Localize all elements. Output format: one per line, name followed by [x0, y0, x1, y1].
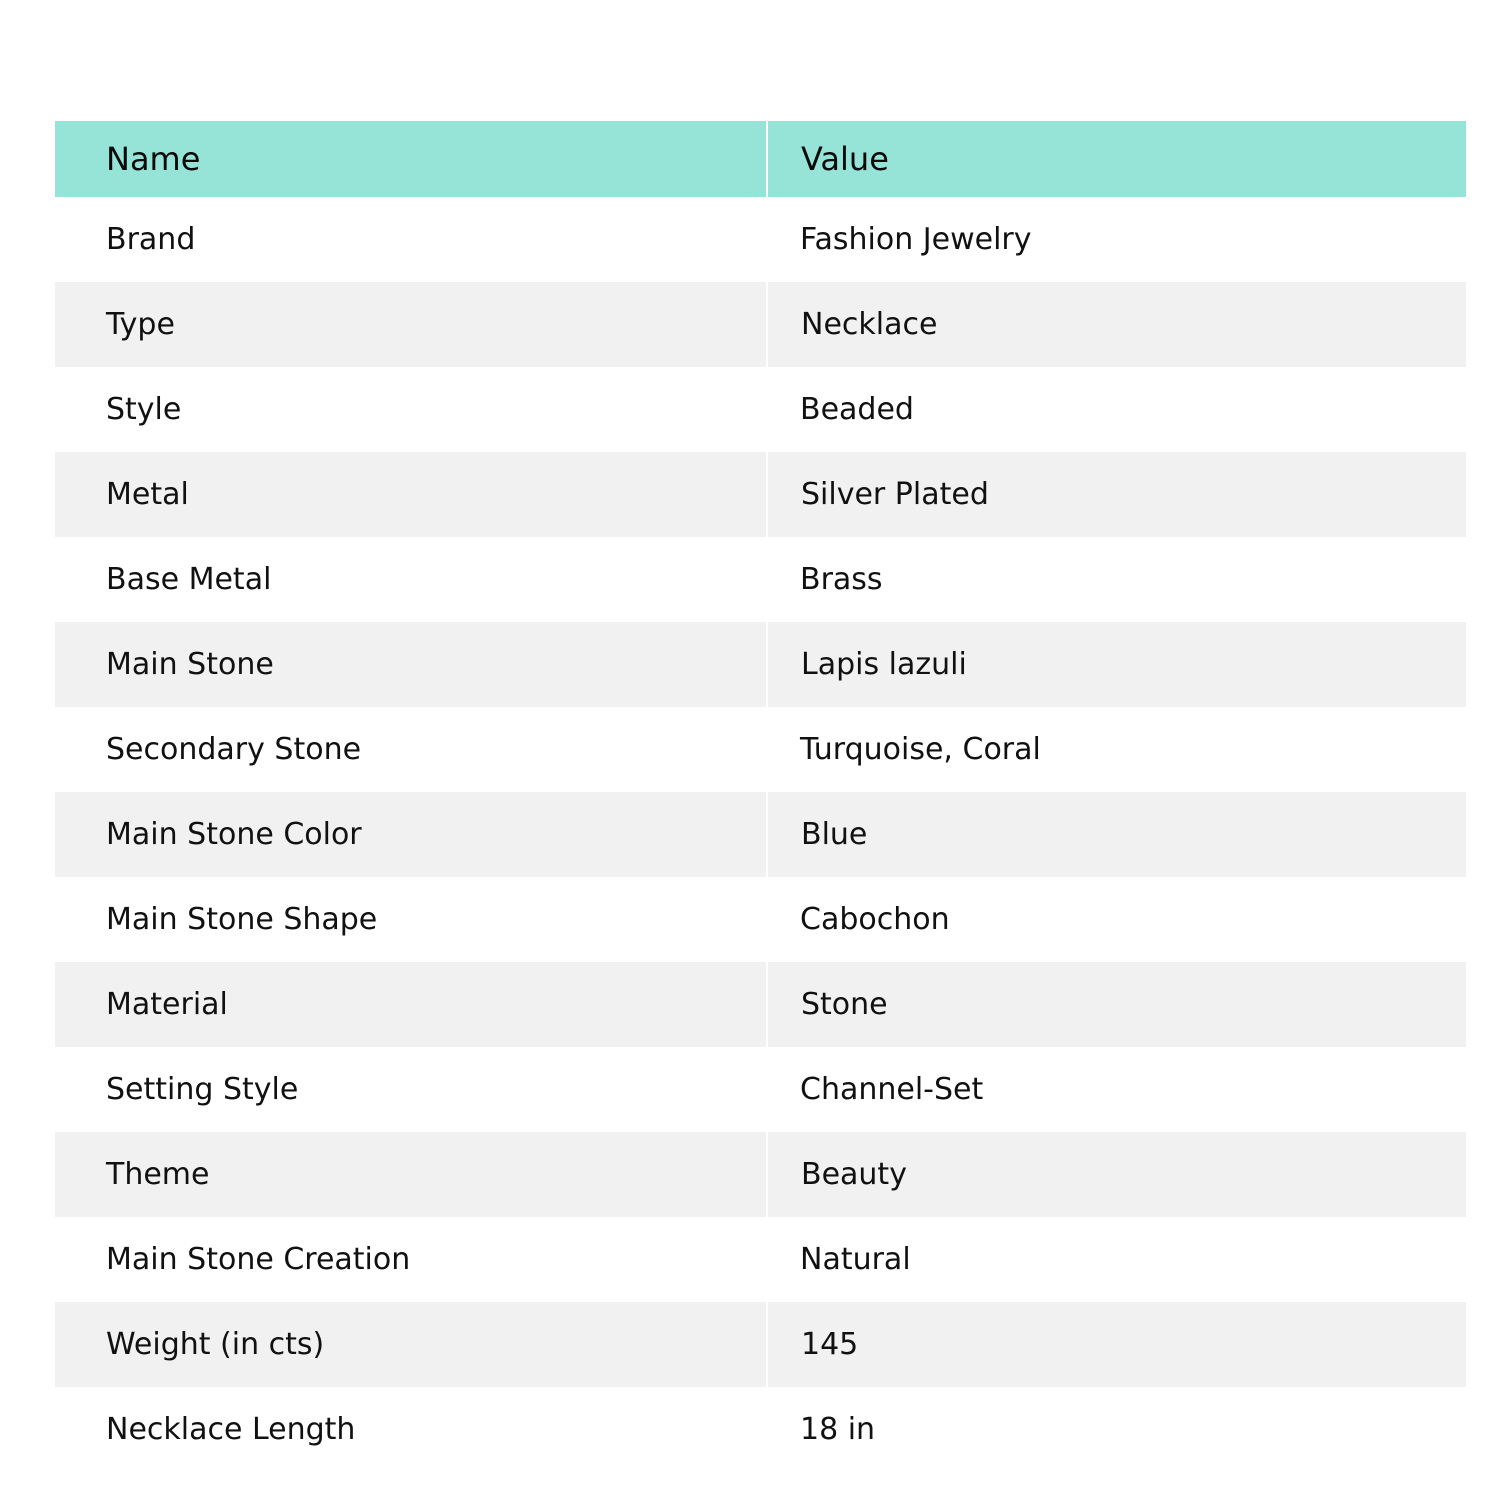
table-body	[55, 197, 1466, 1472]
row-name-cell: Style	[106, 392, 182, 427]
row-name-cell: Main Stone Creation	[106, 1242, 411, 1277]
table-row	[55, 877, 1466, 962]
row-value-cell: Beaded	[800, 392, 914, 427]
row-value-cell: Stone	[767, 962, 1466, 1047]
row-name-cell: Theme	[55, 1132, 767, 1217]
row-name-cell: Secondary Stone	[106, 732, 362, 767]
table-row	[55, 622, 1466, 707]
table-row	[55, 707, 1466, 792]
table-row	[55, 452, 1466, 537]
row-value-cell: Silver Plated	[767, 452, 1466, 537]
row-name-cell: Weight (in cts)	[55, 1302, 767, 1387]
table-row	[55, 1047, 1466, 1132]
table-row	[55, 282, 1466, 367]
row-name-cell: Base Metal	[106, 562, 272, 597]
table-row	[55, 1132, 1466, 1217]
table-header	[55, 121, 1466, 197]
row-value-cell: Fashion Jewelry	[800, 222, 1032, 257]
table-row	[55, 792, 1466, 877]
row-value-cell: Cabochon	[800, 902, 950, 937]
row-value-cell: Necklace	[767, 282, 1466, 367]
row-value-cell: Turquoise, Coral	[800, 732, 1041, 767]
row-name-cell: Metal	[55, 452, 767, 537]
table-row	[55, 1217, 1466, 1302]
table-row	[55, 1387, 1466, 1472]
row-name-cell: Setting Style	[106, 1072, 299, 1107]
table-row	[55, 1302, 1466, 1387]
row-name-cell: Necklace Length	[106, 1412, 356, 1447]
header-row	[55, 121, 1466, 197]
row-value-cell: Lapis lazuli	[767, 622, 1466, 707]
table-row	[55, 962, 1466, 1047]
row-value-cell: Blue	[767, 792, 1466, 877]
row-value-cell: Beauty	[767, 1132, 1466, 1217]
row-value-cell: Natural	[800, 1242, 911, 1277]
row-name-cell: Main Stone Shape	[106, 902, 378, 937]
row-name-cell: Main Stone Color	[55, 792, 767, 877]
row-name-cell: Brand	[106, 222, 196, 257]
row-value-cell: 145	[767, 1302, 1466, 1387]
value-column-header: Value	[767, 121, 1466, 197]
table-row	[55, 197, 1466, 282]
row-value-cell: Brass	[800, 562, 883, 597]
name-column-header: Name	[55, 121, 767, 197]
table-row	[55, 367, 1466, 452]
row-value-cell: 18 in	[800, 1412, 876, 1447]
row-name-cell: Type	[55, 282, 767, 367]
table-row	[55, 537, 1466, 622]
row-name-cell: Main Stone	[55, 622, 767, 707]
specifications-table	[55, 121, 1466, 1472]
row-name-cell: Material	[55, 962, 767, 1047]
row-value-cell: Channel-Set	[800, 1072, 984, 1107]
